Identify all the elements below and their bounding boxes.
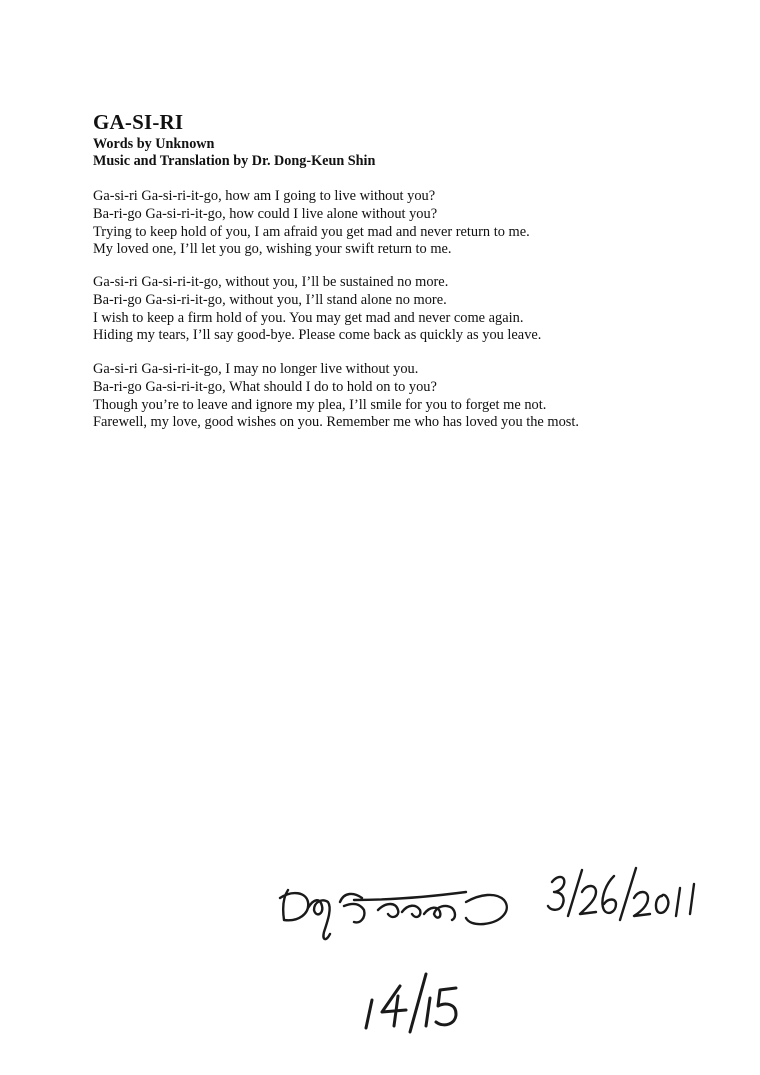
handwritten-annotations <box>270 862 710 1042</box>
stanza-2 <box>93 274 733 345</box>
lyric-line: Trying to keep hold of you, I am afraid you get mad and never return to me. <box>93 223 530 240</box>
lyric-line: Ba-ri-go Ga-si-ri-it-go, how could I live alone without you? <box>93 205 438 222</box>
lyric-line: Ba-ri-go Ga-si-ri-it-go, What should I do to hold on to you? <box>93 378 437 395</box>
lyric-line: Farewell, my love, good wishes on you. Remember me who has loved you the most. <box>93 414 580 431</box>
lyric-line: Ga-si-ri Ga-si-ri-it-go, without you, I’ll be sustained no more. <box>93 274 449 290</box>
lyric-line: Ba-ri-go Ga-si-ri-it-go, without you, I’ll stand alone no more. <box>93 291 447 308</box>
handwritten-date <box>548 868 694 920</box>
handwritten-edition-number <box>366 974 456 1032</box>
lyric-line: Ga-si-ri Ga-si-ri-it-go, how am I going to live without you? <box>93 188 436 204</box>
handwritten-signature <box>280 890 507 939</box>
lyric-line: Ga-si-ri Ga-si-ri-it-go, I may no longer live without you. <box>93 361 419 377</box>
lyric-line: Though you’re to leave and ignore my plea, I’ll smile for you to forget me not. <box>93 396 547 413</box>
lyric-line: My loved one, I’ll let you go, wishing your swift return to me. <box>93 241 452 258</box>
song-title: GA-SI-RI <box>93 110 184 134</box>
lyric-line: Hiding my tears, I’ll say good-bye. Please come back as quickly as you leave. <box>93 327 542 344</box>
lyric-line: I wish to keep a firm hold of you. You may get mad and never come again. <box>93 309 524 326</box>
lyricist-credit: Words by Unknown <box>93 136 215 152</box>
stanza-1 <box>93 188 733 259</box>
composer-translator-credit: Music and Translation by Dr. Dong-Keun Shin <box>93 153 376 169</box>
stanza-3 <box>93 361 733 432</box>
